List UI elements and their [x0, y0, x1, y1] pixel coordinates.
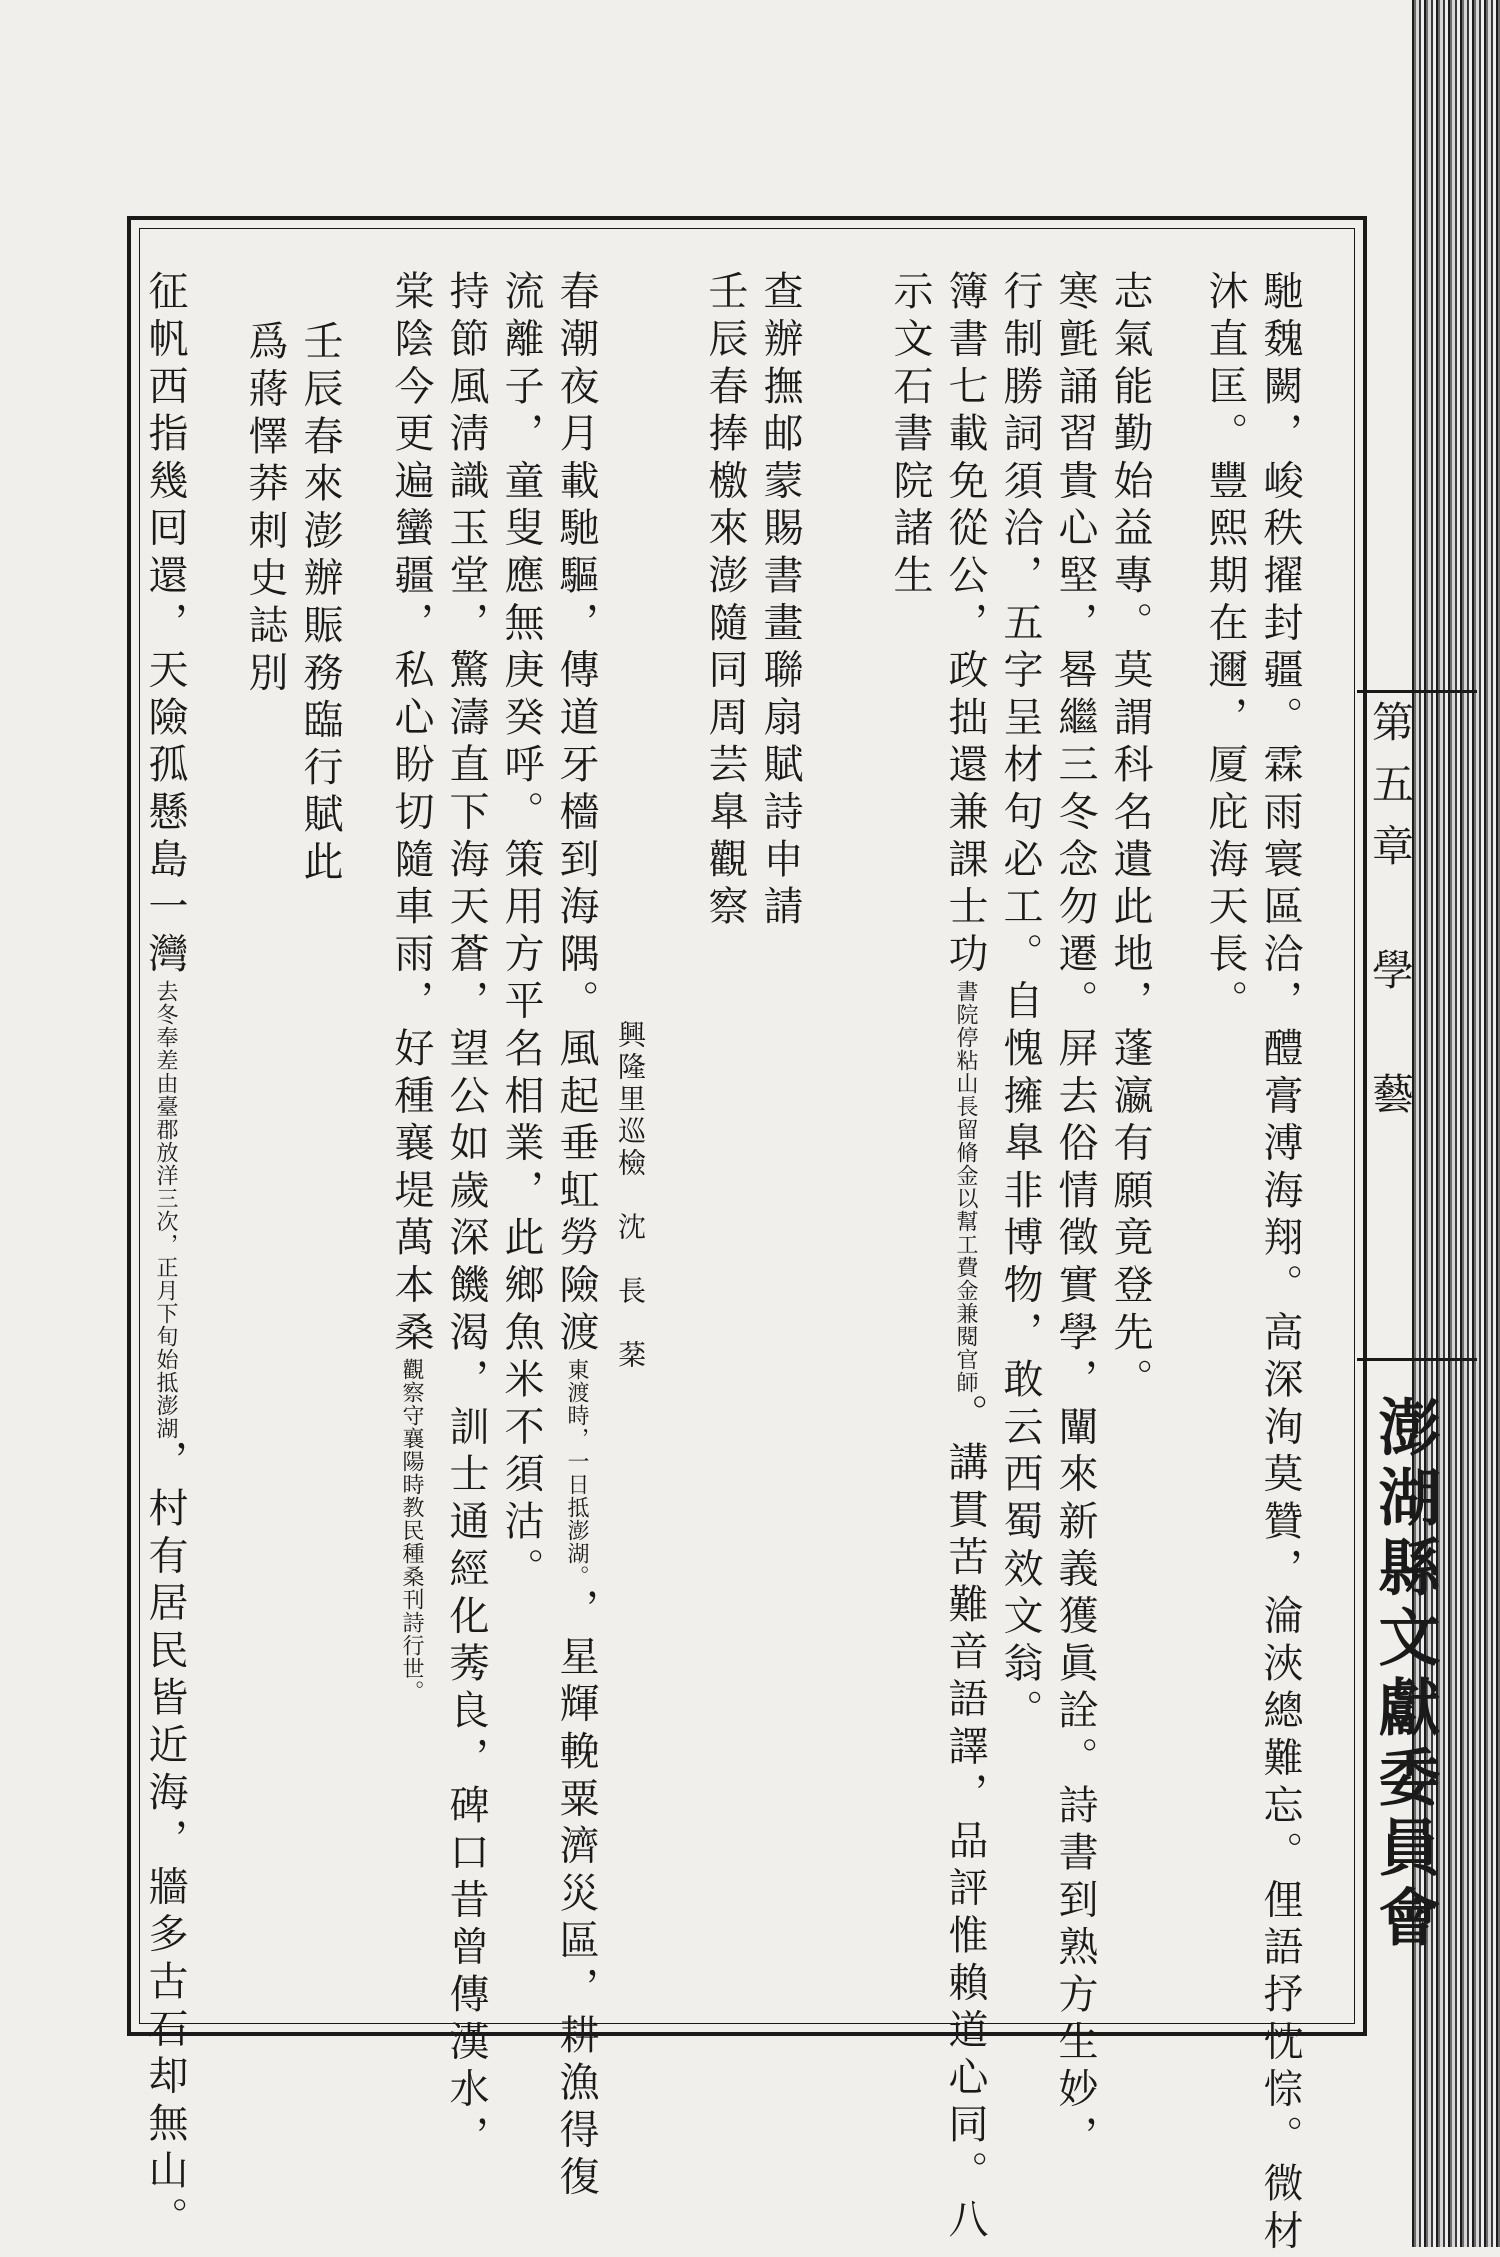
text-column: [1107, 270, 1153, 1406]
column-text: 春潮夜月載馳驅，傳道牙檣到海隅。風起垂虹勞險渡: [553, 270, 599, 1358]
text-column: [1052, 270, 1098, 2162]
column-text: 壬辰春捧檄來澎隨同周芸臯觀察: [702, 270, 748, 933]
inline-note: 去冬奉差由臺郡放洋三次，正月下旬始抵澎湖: [153, 979, 178, 1440]
text-column: [997, 270, 1043, 1737]
column-text: 征帆西指幾囘還，天險孤懸島一灣: [142, 270, 188, 980]
column-text: 沐直匡。豐熙期在邇，厦庇海天長。: [1202, 270, 1248, 1027]
text-column: [297, 320, 343, 888]
column-text: 示文石書院諸生: [887, 270, 933, 602]
text-column: [942, 270, 988, 2245]
column-text: 志氣能勤始益專。莫謂科名遺此地，蓬瀛有願竟登先。: [1107, 270, 1153, 1406]
column-text-continued: 。講貫苦難音語譯，品評惟賴道心同。八: [942, 1393, 988, 2245]
text-column: [702, 270, 748, 933]
column-text: 棠陰今更遍蠻疆，私心盼切隨車雨，好種襄堤萬本桑: [388, 270, 434, 1358]
column-text-continued: ，村有居民皆近海，牆多古石却無山。: [142, 1439, 188, 2244]
chapter-rule-bottom: [1357, 1358, 1477, 1361]
text-column: [887, 270, 933, 602]
text-column: [1202, 270, 1248, 1027]
column-text: 查辦撫邮蒙賜書畫聯扇賦詩申請: [757, 270, 803, 933]
text-column: [553, 270, 599, 2203]
column-text: 寒氈誦習貴心堅，晷繼三冬念勿遷。屏去俗情徵實學，闡來新義獲眞詮。詩書到熟方生妙，: [1052, 270, 1098, 2162]
text-column: [388, 270, 434, 1703]
text-column: [242, 320, 288, 699]
publisher-name: 澎湖縣文獻委員會: [1368, 1395, 1441, 1955]
text-column: [610, 1020, 650, 1372]
column-text: 流離子，童叟應無庚癸呼。策用方平名相業，此鄉魚米不須沽。: [498, 270, 544, 1595]
text-column: [142, 270, 188, 2244]
column-text: 馳魏闕，峻秩擢封疆。霖雨寰區洽，醴膏溥海翔。高深洵莫贊，淪浹總難忘。俚語抒忱悰。微材: [1257, 270, 1303, 2257]
inline-note: 觀察守襄陽時教民種桑刊詩行世。: [399, 1357, 424, 1703]
text-column: [1257, 270, 1303, 2257]
text-column: [443, 270, 489, 2162]
column-text: 簿書七載免從公，政拙還兼課士功: [942, 270, 988, 980]
column-text-continued: ，星輝輓粟濟災區，耕漁得復: [553, 1587, 599, 2203]
inline-note: 書院停粘山長留脩金以幫工費金兼閱官師: [953, 979, 978, 1394]
chapter-heading: 第五章 學 藝: [1366, 700, 1415, 1134]
text-column: [498, 270, 544, 1595]
column-text: 行制勝詞須洽，五字呈材句必工。自愧擁臯非博物，敢云西蜀效文翁。: [997, 270, 1043, 1737]
column-text: 壬辰春來澎辦賑務臨行賦此: [297, 320, 343, 888]
chapter-rule-top: [1357, 690, 1477, 693]
author-signature: 興隆里巡檢 沈 長 棻: [614, 1020, 647, 1372]
column-text: 爲蔣懌莽刺史誌別: [242, 320, 288, 699]
inline-note: 東渡時，一日抵澎湖。: [564, 1357, 589, 1588]
column-text: 持節風淸識玉堂，驚濤直下海天蒼，望公如歲深饑渴，訓士通經化莠良，碑口昔曾傳漢水，: [443, 270, 489, 2162]
text-column: [757, 270, 803, 933]
